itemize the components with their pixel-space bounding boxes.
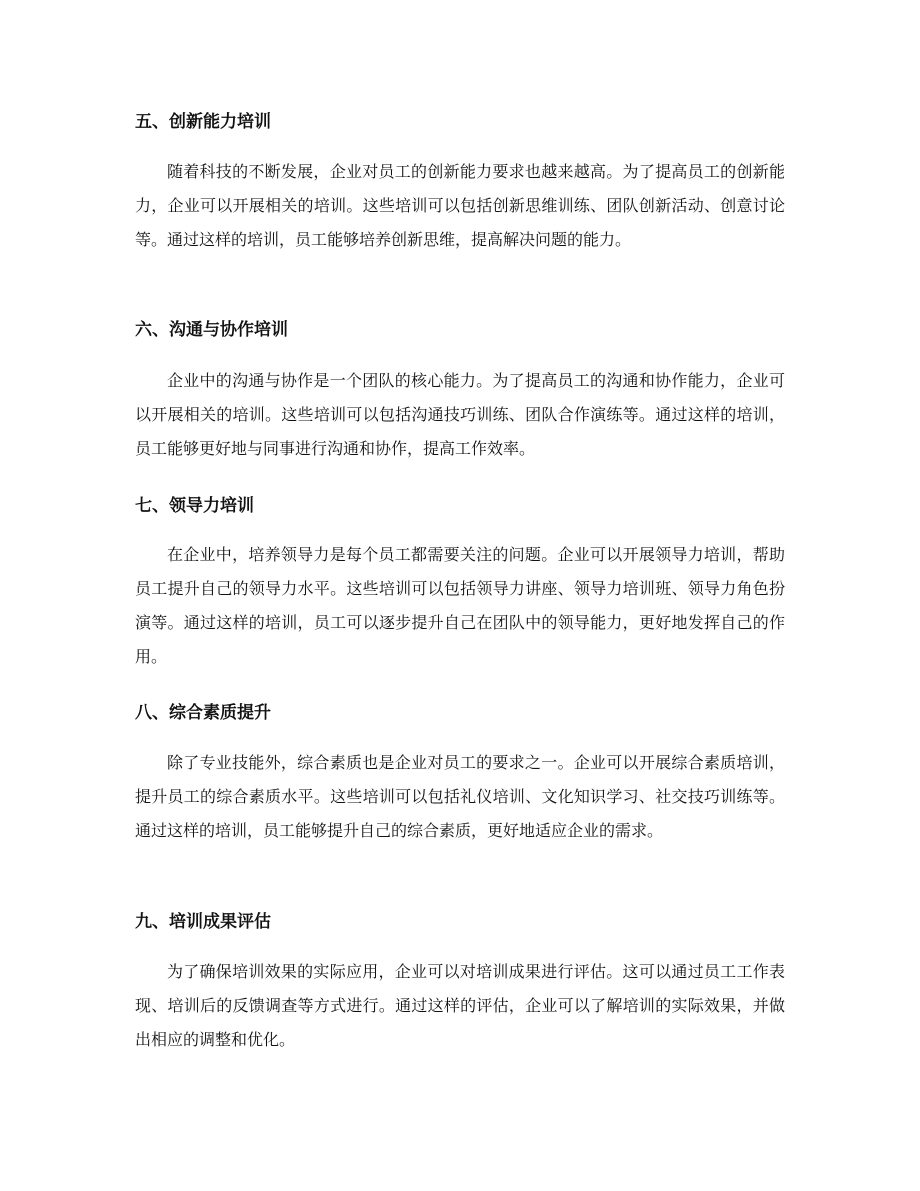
section-paragraph-6: 企业中的沟通与协作是一个团队的核心能力。为了提高员工的沟通和协作能力，企业可以开展相关的培训。这些培训可以包括沟通技巧训练、团队合作演练等。通过这样的培训，员工能够更好地与同事进行沟通和协作，提高工作效率。 — [135, 371, 785, 458]
section-heading-5: 五、创新能力培训 — [135, 112, 271, 132]
section-heading-9: 九、培训成果评估 — [135, 912, 271, 932]
section-paragraph-9: 为了确保培训效果的实际应用，企业可以对培训成果进行评估。这可以通过员工工作表现、培训后的反馈调查等方式进行。通过这样的评估，企业可以了解培训的实际效果，并做出相应的调整和优化。 — [135, 962, 785, 1049]
section-heading-7: 七、领导力培训 — [135, 496, 254, 516]
section-heading-8: 八、综合素质提升 — [135, 703, 271, 723]
section-paragraph-7: 在企业中，培养领导力是每个员工都需要关注的问题。企业可以开展领导力培训，帮助员工提升自己的领导力水平。这些培训可以包括领导力讲座、领导力培训班、领导力角色扮演等。通过这样的培训，员工可以逐步提升自己在团队中的领导能力，更好地发挥自己的作用。 — [135, 545, 785, 666]
section-heading-6: 六、沟通与协作培训 — [135, 320, 288, 340]
section-paragraph-8: 除了专业技能外，综合素质也是企业对员工的要求之一。企业可以开展综合素质培训，提升员工的综合素质水平。这些培训可以包括礼仪培训、文化知识学习、社交技巧训练等。通过这样的培训，员工能够提升自己的综合素质，更好地适应企业的需求。 — [135, 753, 785, 840]
section-paragraph-5: 随着科技的不断发展，企业对员工的创新能力要求也越来越高。为了提高员工的创新能力，企业可以开展相关的培训。这些培训可以包括创新思维训练、团队创新活动、创意讨论等。通过这样的培训，员工能够培养创新思维，提高解决问题的能力。 — [135, 162, 785, 249]
